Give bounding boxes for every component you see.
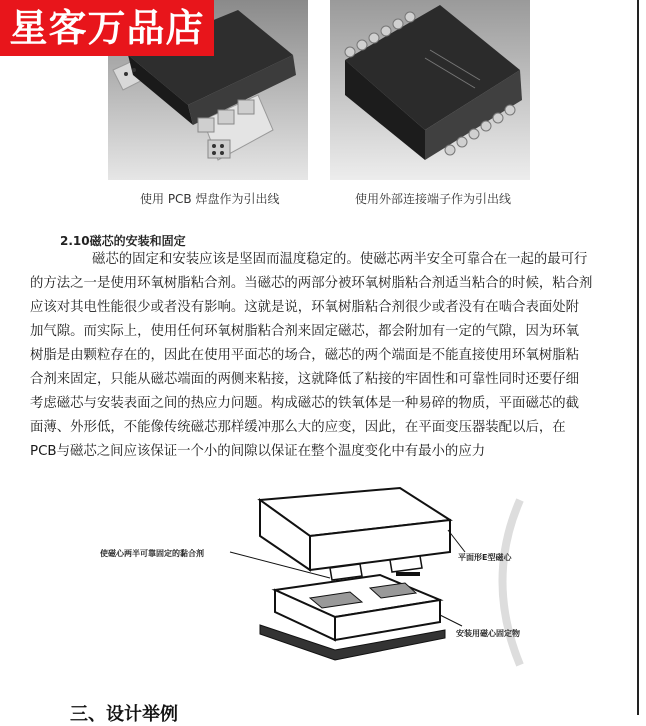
store-watermark-banner: 星客万品店 [0,0,214,56]
photo-left-caption: 使用 PCB 焊盘作为引出线 [140,192,280,206]
body-paragraph [30,248,634,464]
paragraph-line: 合剂来固定，只能从磁芯端面的两侧来粘接，这就降低了粘接的牢固性和可靠性同时还要仔细 [30,372,580,387]
paragraph-line: 的方法之一是使用环氧树脂粘合剂。当磁芯的两部分被环氧树脂粘合剂适当粘合的时候，粘合剂 [30,276,593,291]
mounting-fixture-label: 安装用磁心固定物 [456,629,520,638]
paragraph-line: 面薄、外形低，不能像传统磁芯那样缓冲那么大的应变，因此，在平面变压器装配以后，在 [30,420,566,435]
paragraph-line: 应该对其电性能很少或者没有影响。这就是说，环氧树脂粘合剂很少或者没有在啮合表面处附 [30,300,580,315]
core-mounting-diagram [100,480,540,670]
photo-external-terminal-core [330,0,530,180]
paragraph-line: 磁芯的固定和安装应该是坚固而温度稳定的。使磁芯两半安全可靠合在一起的最可行 [92,252,588,267]
page-edge-rule [637,0,639,715]
photo-right-caption: 使用外部连接端子作为引出线 [355,192,512,206]
paragraph-line: 考虑磁芯与安装表面之间的热应力问题。构成磁芯的铁氧体是一种易碎的物质，平面磁芯的截 [30,396,580,411]
planar-e-core-label: 平面形E型磁心 [458,553,512,562]
next-section-heading: 三、设计举例 [70,704,178,725]
adhesive-label: 使磁心两半可靠固定的黏合剂 [100,549,204,558]
paragraph-line: 树脂是由颗粒存在的，因此在使用平面芯的场合，磁芯的两个端面是不能直接使用环氧树脂粘 [30,348,580,363]
section-title: 2.10磁芯的安装和固定 [60,234,186,248]
paragraph-line: PCB与磁芯之间应该保证一个小的间隙以保证在整个温度变化中有最小的应力 [30,444,486,459]
paragraph-line: 加气隙。而实际上，使用任何环氧树脂粘合剂来固定磁芯，都会附加有一定的气隙，因为环氧 [30,324,580,339]
